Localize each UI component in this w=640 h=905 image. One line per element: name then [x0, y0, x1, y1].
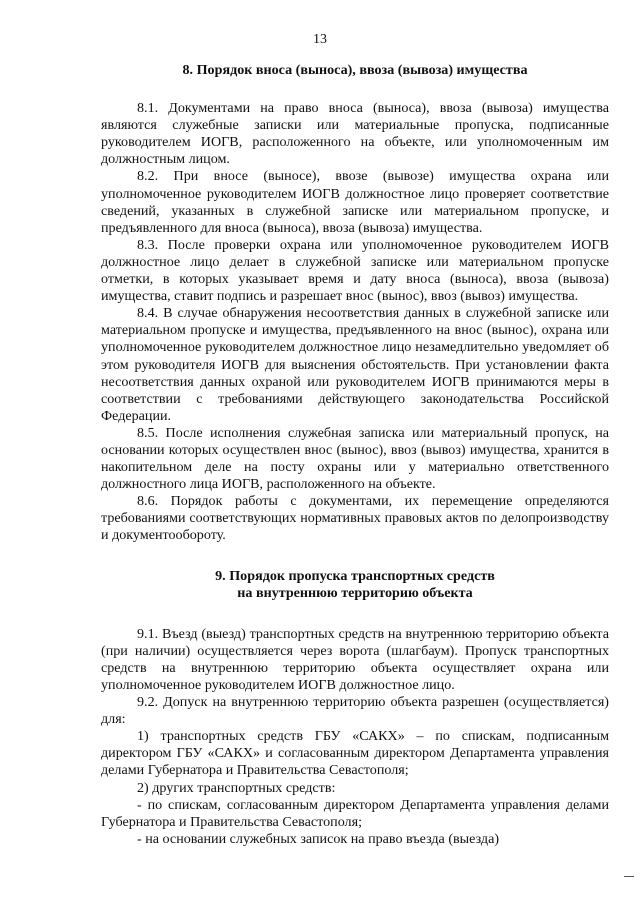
paragraph-8-1: 8.1. Документами на право вноса (выноса), ввоза (вывоза) имущества являются служебные записки или материальные пропуска, подписанные руководителем ИОГВ, расположенного на объекте, или уполномоченным им должностным лицом.	[101, 100, 609, 168]
paragraph-8-3: 8.3. После проверки охрана или уполномоченное руководителем ИОГВ должностное лицо делает в служебной записке или материальном пропуске отметки, в которых указывает время и дату вноса (выноса), ввоза (вывоза) имущества, ставит подпись и разрешает внос (вынос), ввоз (вывоз) имущества.	[101, 236, 609, 305]
section-9-title-line1: 9. Порядок пропуска транспортных средств	[215, 567, 495, 584]
document-body	[101, 56, 609, 848]
paragraph-9-2: 9.2. Допуск на внутреннюю территорию объекта разрешен (осуществляется) для:	[101, 694, 609, 728]
paragraph-9-1: 9.1. Въезд (выезд) транспортных средств на внутреннюю территорию объекта (при наличии) осуществляется через ворота (шлагбаум). Пропуск транспортных средств на внутреннюю территорию объекта осуществляет охрана или уполномоченное руководителем ИОГВ должностное лицо.	[101, 625, 609, 693]
paragraph-8-5: 8.5. После исполнения служебная записка или материальный пропуск, на основании которых осуществлен внос (вынос), ввоз (вывоз) имущества, хранится в накопительном деле на посту охраны или у материально ответственного должностного лица ИОГВ, расположенного на объекте.	[101, 424, 609, 493]
list-item-dash-1: - по спискам, согласованным директором Департамента управления делами Губернатора и Правительства Севастополя;	[101, 796, 609, 830]
list-item-9-2-2: 2) других транспортных средств:	[137, 779, 336, 796]
paragraph-8-2: 8.2. При вносе (выносе), ввозе (вывозе) имущества охрана или уполномоченное руководителем ИОГВ должностное лицо проверяет соответствие сведений, указанных в служебной записке или материальном пропуске, и предъявленного для вноса (выноса), ввоза (вывоза) имущества.	[101, 168, 609, 236]
paragraph-8-6: 8.6. Порядок работы с документами, их перемещение определяются требованиями соответствующих нормативных правовых актов по делопроизводству и документообороту.	[101, 493, 609, 544]
section-8-title: 8. Порядок вноса (выноса), ввоза (вывоза) имущества	[182, 62, 528, 78]
section-9-title-line2: на внутреннюю территорию объекта	[237, 584, 473, 601]
scan-mark	[624, 876, 634, 877]
list-item-9-2-1: 1) транспортных средств ГБУ «САКХ» – по спискам, подписанным директором ГБУ «САКХ» и согласованным директором Департамента управления делами Губернатора и Правительства Севастополя;	[101, 728, 609, 779]
section-9-title	[101, 568, 609, 602]
list-item-dash-2: - на основании служебных записок на право въезда (выезда)	[137, 830, 500, 847]
paragraph-8-4: 8.4. В случае обнаружения несоответствия данных в служебной записке или материальном пропуске и имущества, предъявленного на внос (вынос), охрана или уполномоченное руководителем должностное лицо незамедлительно уведомляет об этом руководителя ИОГВ для выяснения обстоятельств. При установлении факта несоответствия данных охраной или руководителем ИОГВ принимаются меры в соответствии с требованиями действующего законодательства Российской Федерации.	[101, 305, 609, 424]
page-number: 13	[313, 32, 327, 47]
